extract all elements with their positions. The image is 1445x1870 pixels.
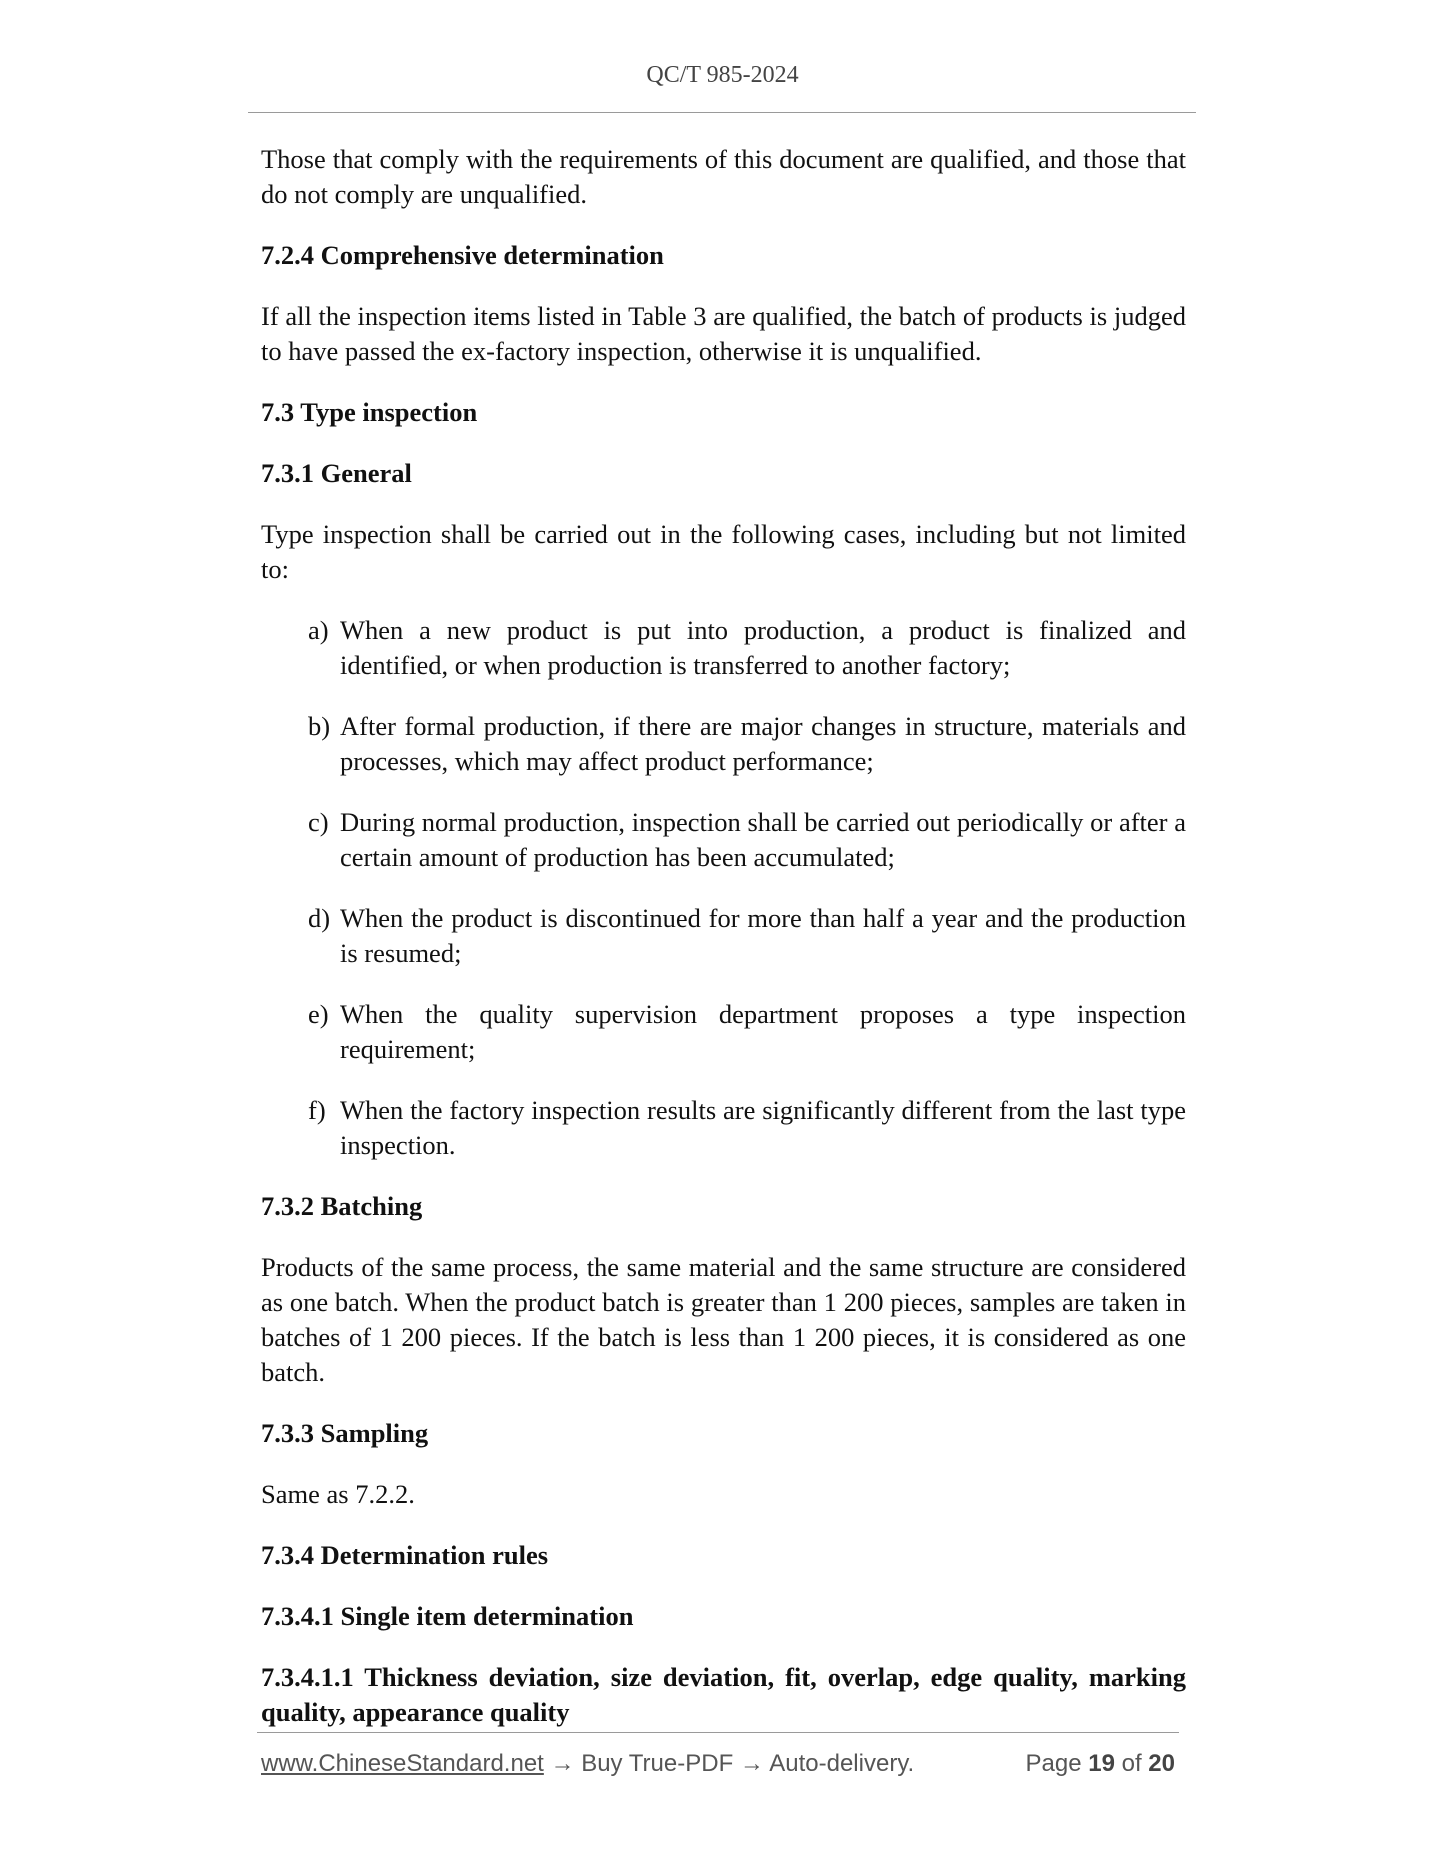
page-of-label: of: [1121, 1750, 1142, 1777]
document-body: [261, 142, 1186, 1756]
intro-paragraph: Those that comply with the requirements of this document are qualified, and those that do not comply are unqualified.: [261, 144, 1186, 209]
list-item-text-line-2: requirement;: [340, 1034, 476, 1064]
list-item-f: [261, 1093, 1186, 1163]
arrow-right-icon: →: [739, 1750, 764, 1777]
list-item-text-line-1: When the quality supervision department proposes a type inspection: [340, 999, 1186, 1029]
paragraph-7-3-1: Type inspection shall be carried out in the following cases, including but not limited to:: [261, 519, 1186, 584]
heading-7-3-3: 7.3.3 Sampling: [261, 1418, 429, 1448]
list-marker: d): [308, 903, 331, 933]
type-inspection-cases-list: [261, 613, 1186, 1163]
heading-7-3-2: 7.3.2 Batching: [261, 1191, 423, 1221]
document-code: QC/T 985-2024: [646, 62, 799, 88]
heading-7-3: 7.3 Type inspection: [261, 397, 478, 427]
footer-promo: [261, 1750, 914, 1778]
heading-7-3-1: 7.3.1 General: [261, 458, 412, 488]
list-item-text: When the factory inspection results are significantly different from the last type inspection.: [340, 1095, 1186, 1160]
list-marker: a): [308, 615, 329, 645]
page-total: 20: [1148, 1750, 1175, 1777]
paragraph-7-3-2: Products of the same process, the same material and the same structure are considered as one batch. When the product batch is greater than 1 200 pieces, samples are taken in batches of 1 200 pieces. If the batch is less than 1 200 pieces, it is considered as one batch.: [261, 1252, 1186, 1387]
paragraph-7-2-4: If all the inspection items listed in Table 3 are qualified, the batch of products is judged to have passed the ex-factory inspection, otherwise it is unqualified.: [261, 301, 1186, 366]
arrow-right-icon: →: [550, 1750, 575, 1777]
heading-7-2-4: 7.2.4 Comprehensive determination: [261, 240, 664, 270]
list-item-c: [261, 805, 1186, 875]
list-item-d: [261, 901, 1186, 971]
list-marker: b): [308, 711, 331, 741]
list-marker: f): [308, 1095, 326, 1125]
page-header: [0, 62, 1445, 89]
header-divider: [248, 112, 1196, 113]
list-item-a: [261, 613, 1186, 683]
paragraph-7-3-3: Same as 7.2.2.: [261, 1479, 415, 1509]
list-item-text: When a new product is put into production, a product is finalized and identified, or when production is transferred to another factory;: [340, 615, 1186, 680]
website-link[interactable]: www.ChineseStandard.net: [261, 1750, 544, 1777]
footer-divider: [257, 1732, 1179, 1733]
page-number: [1026, 1750, 1176, 1778]
page-footer: [261, 1750, 1179, 1784]
buy-true-pdf-text: Buy True-PDF: [581, 1750, 734, 1777]
list-item-text: When the product is discontinued for more than half a year and the production is resumed;: [340, 903, 1186, 968]
list-marker: c): [308, 807, 329, 837]
list-item-e: [261, 997, 1186, 1067]
heading-7-3-4-1-1: 7.3.4.1.1 Thickness deviation, size deviation, fit, overlap, edge quality, marking quality, appearance quality: [261, 1662, 1186, 1727]
page-current: 19: [1088, 1750, 1115, 1777]
page-label: Page: [1025, 1750, 1082, 1777]
heading-7-3-4: 7.3.4 Determination rules: [261, 1540, 549, 1570]
auto-delivery-text: Auto-delivery.: [769, 1750, 915, 1777]
heading-7-3-4-1: 7.3.4.1 Single item determination: [261, 1601, 634, 1631]
list-item-text: During normal production, inspection shall be carried out periodically or after a certain amount of production has been accumulated;: [340, 807, 1186, 872]
list-marker: e): [308, 999, 329, 1029]
list-item-text: After formal production, if there are major changes in structure, materials and processes, which may affect product performance;: [340, 711, 1186, 776]
list-item-b: [261, 709, 1186, 779]
